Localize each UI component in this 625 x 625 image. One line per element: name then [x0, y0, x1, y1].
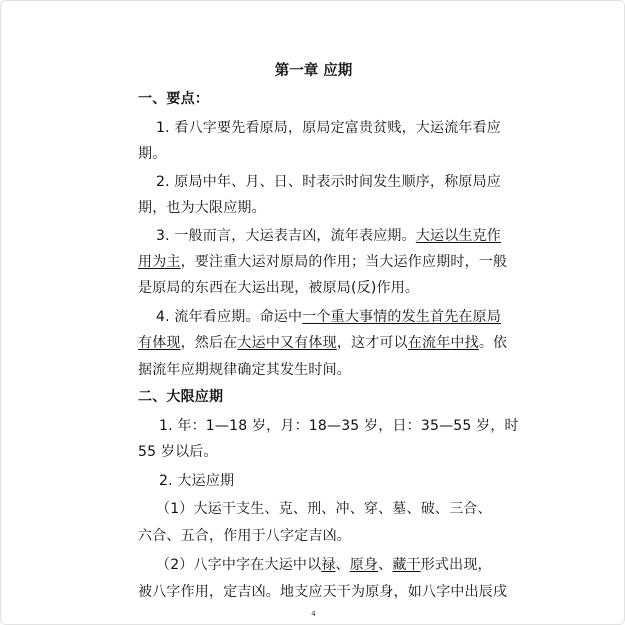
page-number: 4 — [311, 610, 316, 618]
item-1-line-1: 1. 看八字要先看原局，原局定富贵贫贱，大运流年看应 — [156, 120, 502, 136]
item-4-text-b: ，然后在 — [180, 335, 238, 351]
chapter-title: 第一章 应期 — [274, 63, 353, 79]
item-2-line-2: 期，也为大限应期。 — [138, 200, 266, 216]
item-4-text-a: 4. 流年看应期。命运中 — [156, 309, 303, 325]
sec2-sub-2-line-1 — [156, 554, 492, 574]
item-3-underline-a: 大运以生克作 — [415, 228, 502, 244]
item-4-line-3: 据流年应期规律确定其发生时间。 — [138, 362, 351, 378]
sub2-text-a: （2）八字中字在大运中以 — [156, 557, 322, 573]
sec2-item-1-line-2: 55 岁以后。 — [138, 444, 218, 460]
item-3-text-b: ，要注重大运对原局的作用；当大运作应期时，一般 — [180, 254, 508, 270]
section-heading-1: 一、要点： — [138, 91, 209, 107]
item-1-line-2: 期。 — [138, 146, 167, 162]
item-3-text-a: 3. 一般而言，大运表吉凶，流年表应期。 — [156, 228, 416, 244]
sub2-underline-lu: 禄 — [321, 557, 336, 573]
item-4-line-1 — [156, 306, 501, 326]
item-4-underline-c: 大运中又有体现 — [237, 335, 337, 351]
sec2-item-2: 2. 大运应期 — [159, 473, 235, 489]
item-3-line-3: 是原局的东西在大运出现，被原局(反)作用。 — [138, 280, 420, 296]
item-4-text-d: 。依 — [478, 335, 508, 351]
sub2-underline-yuanshen: 原身 — [349, 557, 379, 573]
item-2-line-1: 2. 原局中年、月、日、时表示时间发生顺序，称原局应 — [156, 174, 502, 190]
item-3-line-2 — [138, 251, 507, 271]
sec2-sub-1-line-2: 六合、五合，作用于八字定吉凶。 — [138, 528, 351, 544]
item-3-line-1 — [156, 225, 501, 245]
sub2-text-d: 形式出现， — [420, 557, 492, 573]
sub2-text-c: 、 — [378, 557, 393, 573]
item-4-underline-d: 在流年中找 — [407, 335, 479, 351]
sec2-sub-1-line-1: （1）大运干支生、克、刑、冲、穿、墓、破、三合、 — [156, 501, 492, 517]
item-4-text-c: ，这才可以 — [336, 335, 408, 351]
sub2-underline-canggan: 藏干 — [392, 557, 421, 573]
sec2-sub-2-line-2: 被八字作用，定吉凶。地支应天干为原身，如八字中出辰戌 — [138, 584, 508, 600]
item-4-line-2 — [138, 332, 507, 352]
sec2-item-1-line-1: 1. 年：1—18 岁，月：18—35 岁，日：35—55 岁，时 — [159, 418, 519, 434]
section-heading-2: 二、大限应期 — [138, 389, 224, 405]
sub2-text-b: 、 — [335, 557, 350, 573]
item-4-underline-a: 一个重大事情的发生首先在原局 — [302, 309, 502, 325]
item-3-underline-b: 用为主 — [138, 254, 181, 270]
item-4-underline-b: 有体现 — [138, 335, 181, 351]
